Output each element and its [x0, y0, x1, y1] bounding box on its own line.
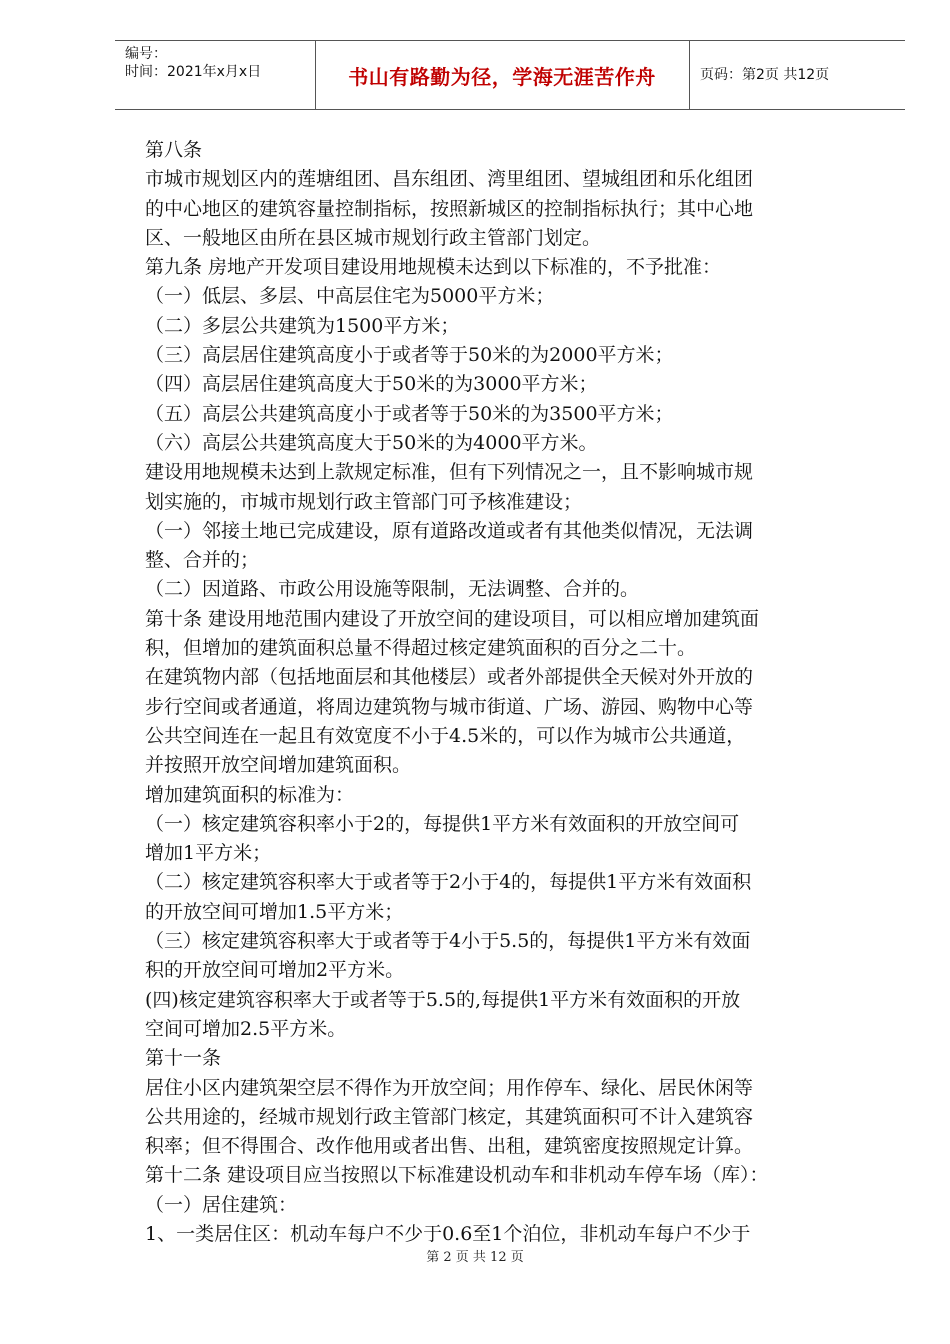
motto-text: 书山有路勤为径，学海无涯苦作舟 [348, 64, 656, 89]
text-line: （六）高层公共建筑高度大于50米的为4000平方米。 [145, 431, 598, 454]
text-line: （四）高层居住建筑高度大于50米的为3000平方米； [145, 373, 598, 396]
text-line: 步行空间或者通道，将周边建筑物与城市街道、广场、游园、购物中心等 [145, 695, 754, 718]
text-line: 空间可增加2.5平方米。 [145, 1017, 347, 1040]
text-line: 公共用途的，经城市规划行政主管部门核定，其建筑面积可不计入建筑容 [145, 1105, 754, 1128]
document-body [145, 136, 880, 1249]
text-line: （三）核定建筑容积率大于或者等于4小于5.5的，每提供1平方米有效面 [145, 930, 751, 953]
text-line: 区、一般地区由所在县区城市规划行政主管部门划定。 [145, 226, 602, 249]
text-line: 积，但增加的建筑面积总量不得超过核定建筑面积的百分之二十。 [145, 637, 697, 660]
text-line: 第九条 房地产开发项目建设用地规模未达到以下标准的，不予批准： [145, 256, 722, 279]
text-line: 的开放空间可增加1.5平方米； [145, 900, 404, 923]
text-line: 整、合并的； [145, 549, 260, 572]
text-line: 居住小区内建筑架空层不得作为开放空间；用作停车、绿化、居民休闲等 [145, 1076, 754, 1099]
text-line: 的中心地区的建筑容量控制指标，按照新城区的控制指标执行；其中心地 [145, 197, 754, 220]
page-footer: 第 2 页 共 12 页 [426, 1250, 524, 1265]
number-label: 编号： [125, 46, 167, 62]
time-label: 时间：2021年x月x日 [125, 64, 262, 80]
header-info-cell [115, 41, 316, 109]
text-line: 增加1平方米； [145, 842, 272, 865]
text-line: 第十一条 [145, 1047, 222, 1070]
text-line: （五）高层公共建筑高度小于或者等于50米的为3500平方米； [145, 402, 674, 425]
text-line: 积的开放空间可增加2平方米。 [145, 959, 405, 982]
page-header [115, 40, 905, 110]
text-line: 积率；但不得围合、改作他用或者出售、出租，建筑密度按照规定计算。 [145, 1135, 754, 1158]
text-line: （一）低层、多层、中高层住宅为5000平方米； [145, 285, 555, 308]
text-line: 划实施的，市城市规划行政主管部门可予核准建设； [145, 490, 583, 513]
text-line: 第十二条 建设项目应当按照以下标准建设机动车和非机动车停车场（库）： [145, 1164, 769, 1187]
text-line: （一）邻接土地已完成建设，原有道路改道或者有其他类似情况，无法调 [145, 519, 754, 542]
page-label: 页码：第2页 共12页 [700, 67, 830, 83]
text-line: （二）因道路、市政公用设施等限制，无法调整、合并的。 [145, 578, 640, 601]
header-motto-cell [315, 41, 690, 109]
text-line: （三）高层居住建筑高度小于或者等于50米的为2000平方米； [145, 344, 674, 367]
text-line: 在建筑物内部（包括地面层和其他楼层）或者外部提供全天候对外开放的 [145, 666, 754, 689]
text-line: （一）核定建筑容积率小于2的，每提供1平方米有效面积的开放空间可 [145, 812, 740, 835]
text-line: 并按照开放空间增加建筑面积。 [145, 754, 412, 777]
header-page-cell [690, 41, 905, 109]
text-line: 第八条 [145, 139, 203, 161]
text-line: 公共空间连在一起且有效宽度不小于4.5米的，可以作为城市公共通道， [145, 724, 746, 747]
text-line: （二）核定建筑容积率大于或者等于2小于4的，每提供1平方米有效面积 [145, 871, 752, 894]
text-line: 第十条 建设用地范围内建设了开放空间的建设项目，可以相应增加建筑面 [145, 607, 760, 630]
text-line: （二）多层公共建筑为1500平方米； [145, 314, 460, 337]
text-line: 建设用地规模未达到上款规定标准，但有下列情况之一，且不影响城市规 [145, 461, 754, 484]
text-line: 市城市规划区内的莲塘组团、昌东组团、湾里组团、望城组团和乐化组团 [145, 168, 754, 191]
text-line: (四)核定建筑容积率大于或者等于5.5的,每提供1平方米有效面积的开放 [145, 988, 741, 1011]
text-line: 增加建筑面积的标准为： [145, 783, 355, 806]
text-line: 1、一类居住区：机动车每户不少于0.6至1个泊位，非机动车每户不少于 [145, 1222, 751, 1245]
text-line: （一）居住建筑： [145, 1193, 298, 1216]
